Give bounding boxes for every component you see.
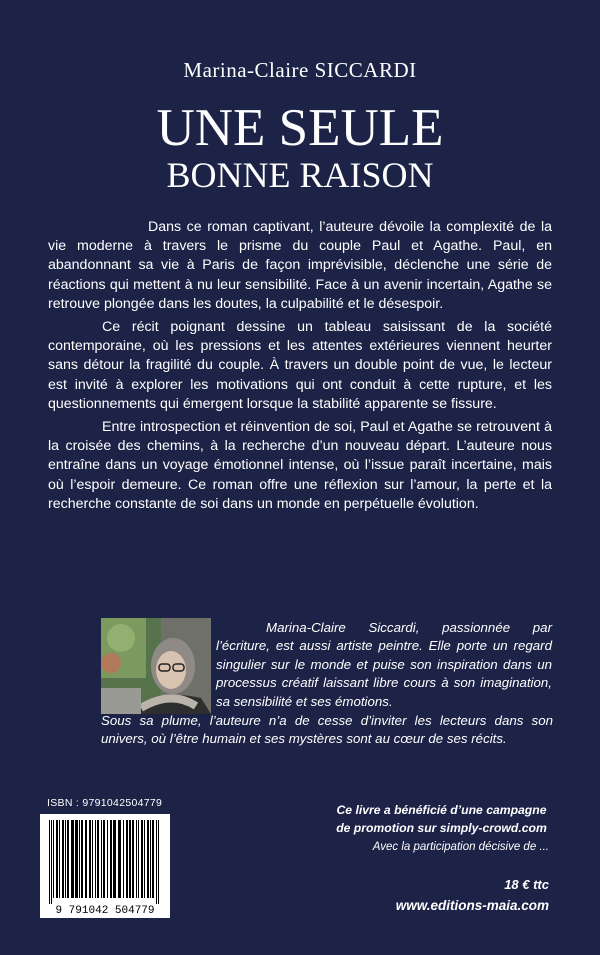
barcode-bar — [59, 820, 60, 898]
barcode-bar — [132, 820, 134, 898]
barcode-bar — [147, 820, 149, 898]
barcode-bar — [53, 820, 54, 898]
barcode-bar — [81, 820, 83, 898]
barcode-bar — [126, 820, 128, 898]
barcode-bar — [129, 820, 131, 898]
summary-paragraph: Ce récit poignant dessine un tableau saisissant de la société contemporaine, où les pressions et les attentes extérieures viennent heurter sans détour la fragilité du couple. À travers un double point de vue, le lecteur est invité à explorer les motivations qui ont conduit à cette rupture, et les questionnements qui émergent lorsque la stabilité apparente se fissure. — [48, 319, 552, 412]
barcode-bar — [89, 820, 91, 898]
summary-paragraph: Entre introspection et réinvention de soi, Paul et Agathe se retrouvent à la croisée des chemins, à la recherche d’un nouveau départ. L’auteure nous entraîne dans un voyage émotionnel intense, où l’issue paraît incertaine, mais où l’espoir demeure. Ce roman offre une réflexion sur l’amour, la perte et la recherche constante de soi dans un monde en perpétuelle évolution. — [48, 419, 552, 512]
barcode-bar — [97, 820, 99, 898]
barcode-bar — [71, 820, 74, 898]
barcode-bar — [141, 820, 143, 898]
barcode-bar — [103, 820, 105, 898]
barcode-graphic — [40, 814, 170, 918]
promotion-line-2: de promotion sur simply-crowd.com — [336, 821, 547, 835]
author-photo — [101, 618, 211, 714]
author-bio-continued — [101, 712, 553, 749]
author-portrait-icon — [101, 618, 211, 714]
barcode-bar — [75, 820, 78, 898]
barcode-bar — [95, 820, 96, 898]
book-title-line-1: UNE SEULE — [156, 99, 444, 157]
barcode-bar — [158, 820, 159, 904]
barcode-bar — [113, 820, 116, 898]
barcode-bar — [79, 820, 80, 898]
barcode-bar — [101, 820, 102, 898]
isbn-label: ISBN : 9791042504779 — [47, 797, 163, 809]
barcode-bar — [138, 820, 139, 898]
participation-note: Avec la participation décisive de ... — [372, 841, 549, 853]
promotion-line-1: Ce livre a bénéficié d’une campagne — [336, 803, 547, 817]
author-bio — [216, 619, 552, 711]
barcode-bar — [107, 820, 108, 898]
barcode-bar — [56, 820, 58, 898]
publisher-website: www.editions-maia.com — [395, 898, 549, 913]
barcode-bar — [51, 820, 52, 904]
barcode-bar — [123, 820, 124, 898]
barcode-bar — [92, 820, 93, 898]
book-summary — [48, 218, 552, 518]
barcode-bar — [156, 820, 157, 904]
barcode-bar — [150, 820, 151, 898]
barcode-bar — [67, 820, 69, 898]
barcode-bar — [144, 820, 145, 898]
barcode-bar — [110, 820, 112, 898]
barcode-bar — [152, 820, 154, 898]
price: 18 € ttc — [504, 877, 549, 892]
promotion-note — [320, 801, 563, 837]
barcode — [40, 814, 170, 918]
barcode-bar — [85, 820, 87, 898]
barcode-bar — [62, 820, 64, 898]
barcode-bar — [118, 820, 121, 898]
book-title-line-2: BONNE RAISON — [166, 155, 434, 195]
barcode-bar — [136, 820, 137, 898]
barcode-digits: 9 791042 504779 — [55, 905, 155, 917]
barcode-bar — [65, 820, 66, 898]
barcode-bar — [49, 820, 50, 904]
author-name: Marina-Claire SICCARDI — [183, 58, 417, 82]
author-bio-paragraph: Sous sa plume, l’auteure n’a de cesse d’inviter les lecteurs dans son univers, où l’être humain et ses mystères sont au cœur de ses récits. — [101, 713, 553, 747]
author-bio-paragraph: Marina-Claire Siccardi, passionnée par l’écriture, est aussi artiste peintre. Elle porte un regard singulier sur le monde et puise son inspiration dans un processus créatif laissant libre cours à son imagination, sa sensibilité et ses émotions. — [216, 620, 552, 709]
summary-paragraph: Dans ce roman captivant, l’auteure dévoile la complexité de la vie moderne à travers le prisme du couple Paul et Agathe. Paul, en abandonnant sa vie à Paris de façon imprévisible, déclenche une série de réactions qui mettent à nu leur sensibilité. Face à un avenir incertain, Agathe se retrouve plongée dans les doutes, la culpabilité et le désespoir. — [48, 219, 552, 312]
